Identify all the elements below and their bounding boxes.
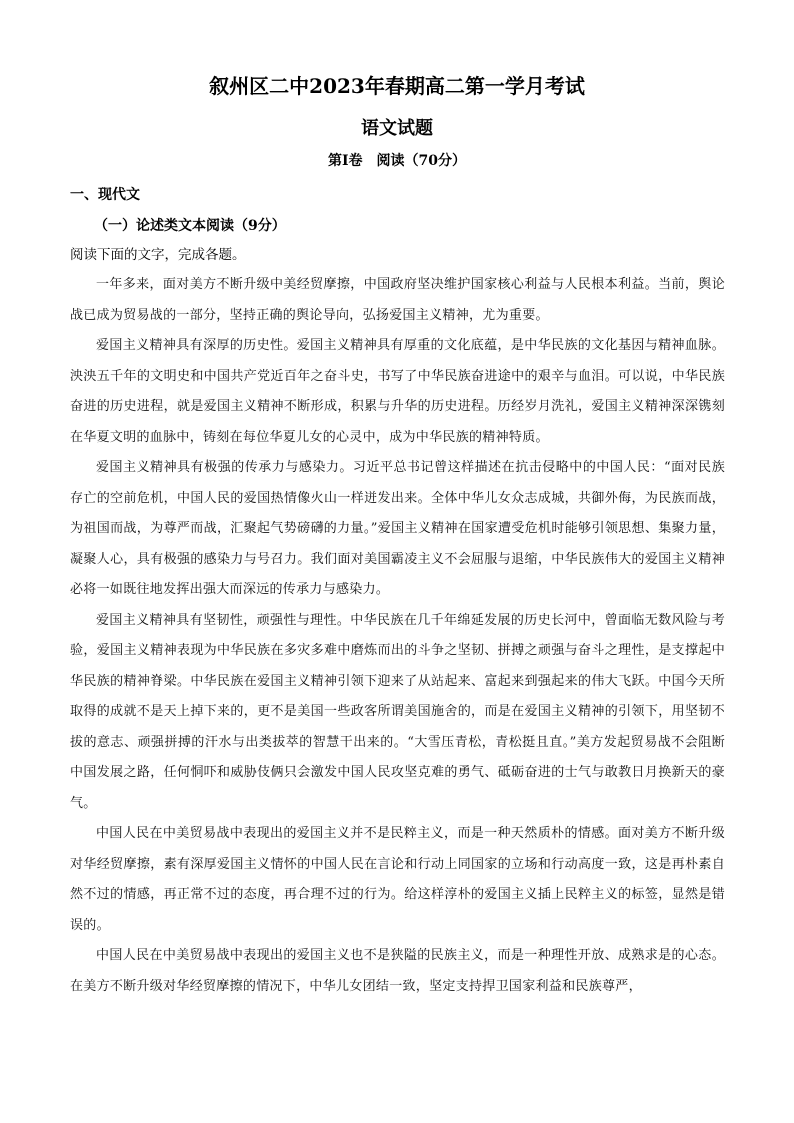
article-paragraph: 爱国主义精神具有深厚的历史性。爱国主义精神具有厚重的文化底蕴，是中华民族的文化基因与精神血脉。泱泱五千年的文明史和中国共产党近百年之奋斗史，书写了中华民族奋进途中的艰辛与血泪。可以说，中华民族奋进的历史进程，就是爱国主义精神不断形成，积累与升华的历史进程。历经岁月洗礼，爱国主义精神深深镌刻在华夏文明的血脉中，铸刻在每位华夏儿女的心灵中，成为中华民族的精神特质。 bbox=[70, 338, 725, 445]
article-paragraph: 爱国主义精神具有坚韧性，顽强性与理性。中华民族在几千年绵延发展的历史长河中，曾面临无数风险与考验，爱国主义精神表现为中华民族在多灾多难中磨炼而出的斗争之坚韧、拼搏之顽强与奋斗之理性，是支撑起中华民族的精神脊梁。中华民族在爱国主义精神引领下迎来了从站起来、富起来到强起来的伟大飞跃。中国今天所取得的成就不是天上掉下来的，更不是美国一些政客所谓美国施舍的，而是在爱国主义精神的引领下，用坚韧不拔的意志、顽强拼搏的汗水与出类拔萃的智慧干出来的。“大雪压青松，青松挺且直。”美方发起贸易战不会阻断中国发展之路，任何恫吓和威胁伎俩只会激发中国人民攻坚克难的勇气、砥砺奋进的士气与敢教日月换新天的豪气。 bbox=[70, 612, 725, 811]
article-paragraph: 爱国主义精神具有极强的传承力与感染力。习近平总书记曾这样描述在抗击侵略中的中国人民：“面对民族存亡的空前危机，中国人民的爱国热情像火山一样迸发出来。全体中华儿女众志成城，共御外侮，为民族而战，为祖国而战，为尊严而战，汇聚起气势磅礴的力量。”爱国主义精神在国家遭受危机时能够引领思想、集聚力量，凝聚人心，具有极强的感染力与号召力。我们面对美国霸凌主义不会屈服与退缩，中华民族伟大的爱国主义精神必将一如既往地发挥出强大而深远的传承力与感染力。 bbox=[70, 460, 725, 597]
subsection-heading: （一）论述类文本阅读（9分） bbox=[94, 218, 286, 234]
article-paragraph: 中国人民在中美贸易战中表现出的爱国主义也不是狭隘的民族主义，而是一种理性开放、成熟求是的心态。在美方不断升级对华经贸摩擦的情况下，中华儿女团结一致，坚定支持捍卫国家利益和民族尊严， bbox=[70, 948, 725, 994]
reading-instruction: 阅读下面的文字，完成各题。 bbox=[70, 247, 246, 263]
exam-title: 叙州区二中2023年春期高二第一学月考试 bbox=[209, 74, 585, 98]
section-heading: 一、现代文 bbox=[70, 187, 140, 203]
article-paragraph: 中国人民在中美贸易战中表现出的爱国主义并不是民粹主义，而是一种天然质朴的情感。面对美方不断升级对华经贸摩擦，素有深厚爱国主义情怀的中国人民在言论和行动上同国家的立场和行动高度一致，这是再朴素自然不过的情感，再正常不过的态度，再合理不过的行为。给这样淳朴的爱国主义插上民粹主义的标签，显然是错误的。 bbox=[70, 826, 725, 933]
exam-subject: 语文试题 bbox=[361, 118, 433, 139]
article-body bbox=[70, 270, 725, 1002]
part-heading: 第Ⅰ卷 阅读（70分） bbox=[327, 153, 467, 169]
article-paragraph: 一年多来，面对美方不断升级中美经贸摩擦，中国政府坚决维护国家核心利益与人民根本利益。当前，舆论战已成为贸易战的一部分，坚持正确的舆论导向，弘扬爱国主义精神，尤为重要。 bbox=[70, 277, 725, 323]
